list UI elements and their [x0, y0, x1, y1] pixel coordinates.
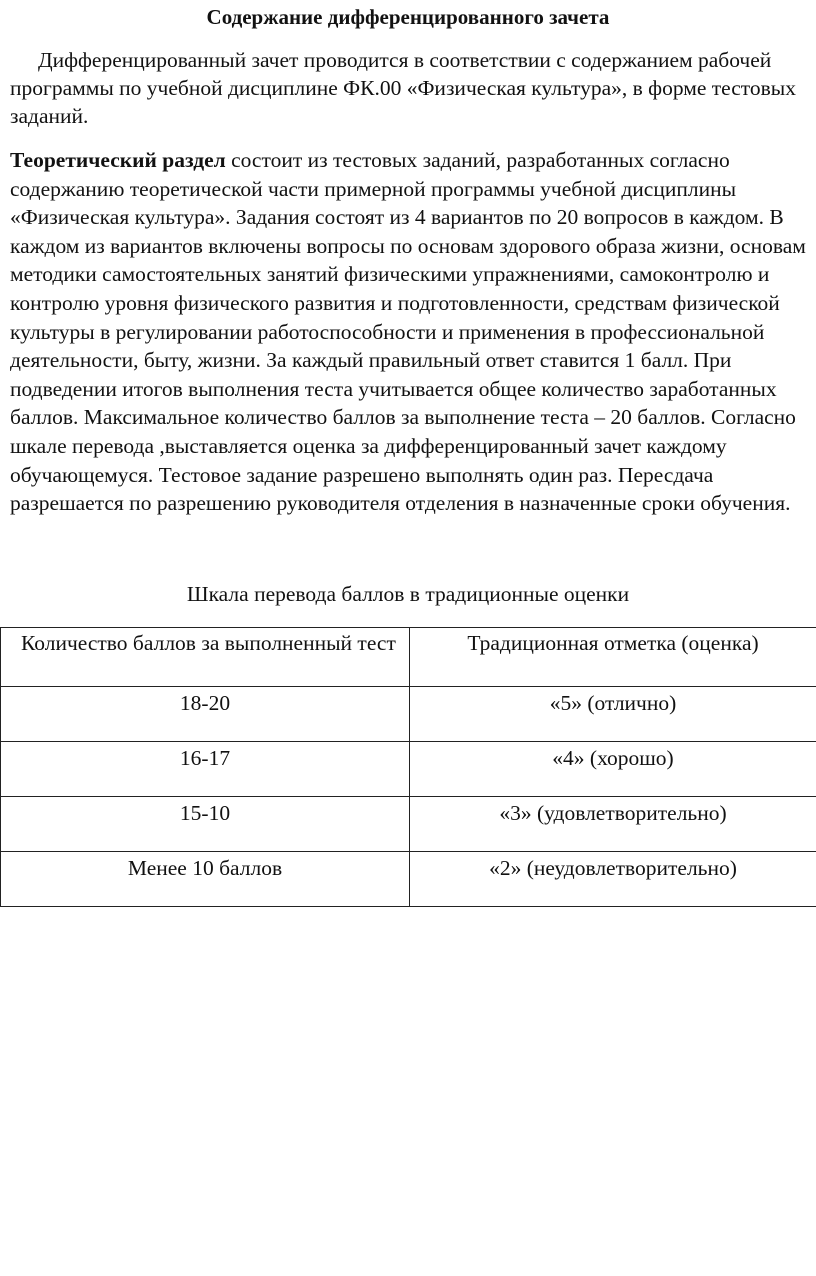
header-points: Количество баллов за выполненный тест: [21, 631, 396, 655]
grade-cell: «2» (неудовлетворительно): [410, 852, 816, 907]
table-caption: Шкала перевода баллов в традиционные оценки: [186, 582, 630, 606]
intro-paragraph: [10, 46, 810, 130]
points-cell: 16-17: [1, 742, 410, 797]
intro-text: Дифференцированный зачет проводится в соответствии с содержанием рабочей программы по учебной дисциплине ФК.00 «Физическая культура», в форме тестовых заданий.: [10, 48, 796, 128]
points-cell: Менее 10 баллов: [1, 852, 410, 907]
header-grade-cell: [410, 628, 816, 687]
document-title: Содержание дифференцированного зачета: [206, 5, 610, 29]
grade-scale-table: [0, 627, 816, 907]
theory-lead-bold: Теоретический раздел: [10, 148, 226, 172]
table-row: [1, 687, 816, 742]
points-cell: 18-20: [1, 687, 410, 742]
grade-cell: «3» (удовлетворительно): [410, 797, 816, 852]
grade-cell: «5» (отлично): [410, 687, 816, 742]
header-grade: Традиционная отметка (оценка): [467, 631, 759, 655]
theory-paragraph: [10, 146, 814, 518]
table-row: [1, 797, 816, 852]
table-row: [1, 742, 816, 797]
grade-cell: «4» (хорошо): [410, 742, 816, 797]
points-cell: 15-10: [1, 797, 410, 852]
header-points-cell: [1, 628, 410, 687]
table-row: [1, 852, 816, 907]
table-header-row: [1, 628, 816, 687]
theory-text: состоит из тестовых заданий, разработанных согласно содержанию теоретической части примерной программы учебной дисциплины «Физическая культура». Задания состоят из 4 вариантов по 20 вопросов в каждом. В каждом из вариантов включены вопросы по основам здорового образа жизни, основам методики самостоятельных занятий физическими упражнениями, самоконтролю и контролю уровня физического развития и подготовленности, средствам физической культуры в регулировании работоспособности и применения в профессиональной деятельности, быту, жизни. За каждый правильный ответ ставится 1 балл. При подведении итогов выполнения теста учитывается общее количество заработанных баллов. Максимальное количество баллов за выполнение теста – 20 баллов. Согласно шкале перевода ,выставляется оценка за дифференцированный зачет каждому обучающемуся. Тестовое задание разрешено выполнять один раз. Пересдача разрешается по разрешению руководителя отделения в назначенные сроки обучения.: [10, 148, 806, 516]
